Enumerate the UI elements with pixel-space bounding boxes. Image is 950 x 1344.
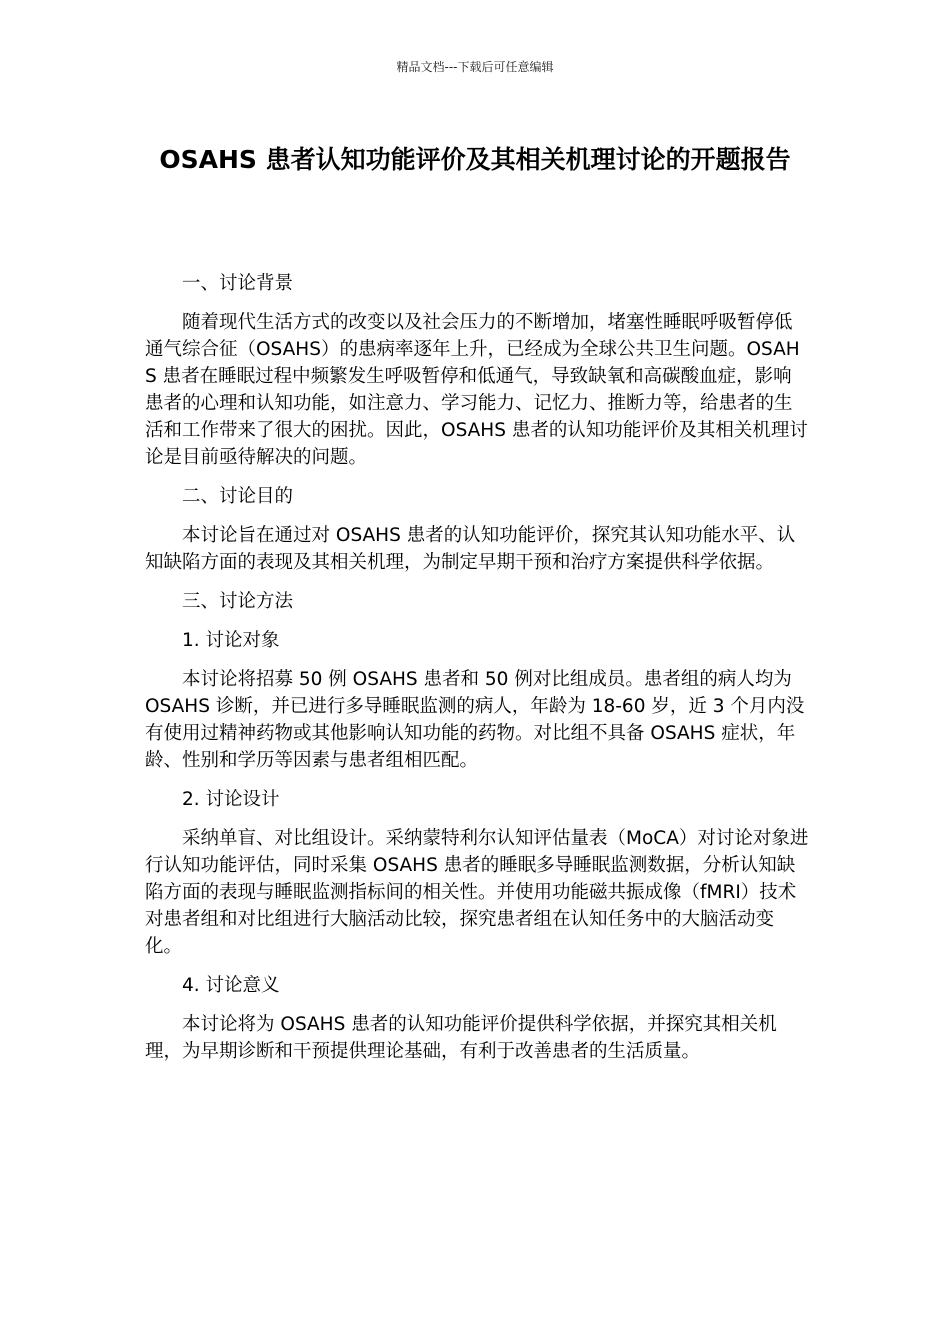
paragraph-subjects: 本讨论将招募 50 例 OSAHS 患者和 50 例对比组成员。患者组的病人均为 OSAHS 诊断，并已进行多导睡眠监测的病人，年龄为 18-60 岁，近 3 个月内没有使用过精神药物或其他影响认知功能的药物。对比组不具备 OSAHS 症状，年龄、性别和学历等因素与患者组相匹配。 xyxy=(145,669,805,771)
paragraph-background: 随着现代生活方式的改变以及社会压力的不断增加，堵塞性睡眠呼吸暂停低通气综合征（OSAHS）的患病率逐年上升，已经成为全球公共卫生问题。OSAHS 患者在睡眠过程中频繁发生呼吸暂停和低通气，导致缺氧和高碳酸血症，影响患者的心理和认知功能，如注意力、学习能力、记忆力、推断力等，给患者的生活和工作带来了很大的困扰。因此，OSAHS 患者的认知功能评价及其相关机理讨论是目前亟待解决的问题。 xyxy=(145,312,808,468)
document-title: OSAHS 患者认知功能评价及其相关机理讨论的开题报告 xyxy=(159,145,791,174)
paragraph-significance: 本讨论将为 OSAHS 患者的认知功能评价提供科学依据，并探究其相关机理，为早期诊断和干预提供理论基础，有利于改善患者的生活质量。 xyxy=(145,1014,777,1062)
document-body xyxy=(145,270,810,1065)
paragraph-purpose: 本讨论旨在通过对 OSAHS 患者的认知功能评价，探究其认知功能水平、认知缺陷方面的表现及其相关机理，为制定早期干预和治疗方案提供科学依据。 xyxy=(145,525,796,573)
paragraph-design: 采纳单盲、对比组设计。采纳蒙特利尔认知评估量表（MoCA）对讨论对象进行认知功能评估，同时采集 OSAHS 患者的睡眠多导睡眠监测数据，分析认知缺陷方面的表现与睡眠监测指标间的相关性。并使用功能磁共振成像（fMRI）技术对患者组和对比组进行大脑活动比较，探究患者组在认知任务中的大脑活动变化。 xyxy=(145,828,809,957)
section-heading-background: 一、讨论背景 xyxy=(182,273,294,294)
section-heading-purpose: 二、讨论目的 xyxy=(182,486,294,507)
subsection-heading-subjects: 1. 讨论对象 xyxy=(182,630,280,651)
page-header: 精品文档---下载后可任意编辑 xyxy=(396,60,554,74)
section-heading-method: 三、讨论方法 xyxy=(182,591,294,612)
subsection-heading-design: 2. 讨论设计 xyxy=(182,789,280,810)
subsection-heading-significance: 4. 讨论意义 xyxy=(182,975,280,996)
